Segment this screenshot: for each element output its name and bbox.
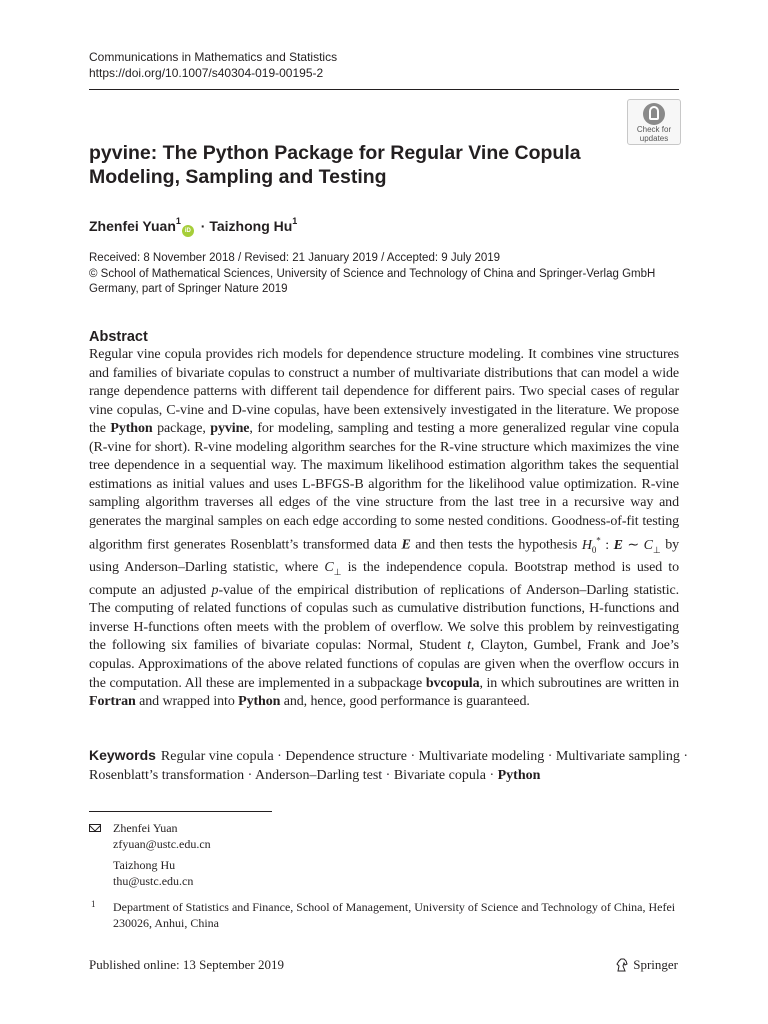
- copyright-line: © School of Mathematical Sciences, University of Science and Technology of China and Springer-Verlag GmbH: [89, 267, 656, 280]
- affiliation-text: Department of Statistics and Finance, School of Management, University of Science and Technology of China, Hefei 230026, Anhui, China: [113, 900, 676, 930]
- bold-term: Python: [110, 421, 153, 437]
- title-line2: Modeling, Sampling and Testing: [89, 166, 387, 188]
- contact-entry: [113, 821, 211, 852]
- author-list: [89, 211, 297, 237]
- math-symbol: p: [211, 582, 219, 598]
- journal-name: Communications in Mathematics and Statistics: [89, 50, 338, 64]
- bold-term: bvcopula: [425, 675, 480, 691]
- correspondence: [89, 821, 211, 895]
- check-updates-line2: updates: [639, 134, 669, 143]
- author-separator: ·: [196, 218, 210, 234]
- keywords-list: Regular vine copula · Dependence structure · Multivariate modeling · Multivariate sampling · Rosenblatt’s transformation · Anderson–Darling test · Bivariate copula ·: [89, 749, 689, 783]
- contact-email[interactable]: zfyuan@ustc.edu.cn: [113, 836, 211, 851]
- header-rule: [89, 89, 679, 90]
- keywords-label: Keywords: [89, 747, 156, 763]
- abstract-heading: Abstract: [89, 329, 148, 345]
- author-name[interactable]: Zhenfei Yuan: [89, 218, 176, 234]
- contact-email[interactable]: thu@ustc.edu.cn: [113, 873, 194, 888]
- math-hypothesis: $H_0^*$ : E ∼ $C_\perp$: [581, 535, 661, 555]
- paper-title: [89, 141, 609, 189]
- envelope-icon: [89, 824, 101, 832]
- affiliation-number: 1: [91, 899, 96, 909]
- contact-name: Taizhong Hu: [113, 858, 176, 872]
- affiliation-mark: 1: [292, 216, 298, 226]
- keywords: [89, 746, 689, 785]
- abstract-text: Regular vine copula provides rich models for dependence structure modeling. It combines vine structures and families of bivariate copulas to construct a number of multivariate distributions that can model a wide range dependence patterns with different tail dependence for different pairs. Two special cases of regular vine copulas, C-vine and D-vine copulas, have been extensively investigated in the literature. We propose the Python package, pyvine, for modeling, sampling and testing a more generalized regular vine copula (R-vine for short). R-vine modeling algorithm searches for the R-vine structure which maximizes the vine tree dependence in a sequential way. The maximum likelihood estimation algorithm takes the sequential estimations as initial values and uses L-BFGS-B algorithm for the likelihood value optimization. R-vine sampling algorithm traverses all edges of the vine structure from the last tree in a recursive way and generates the marginal samples on each edge according to some nested conditions. Goodness-of-fit testing algorithm first generates Rosenblatt’s transformed data E and then tests the hypothesis $H_0^*$ : E ∼ $C_\perp$ by using Anderson–Darling statistic, where $C_\perp$ is the independence copula. Bootstrap method is used to compute an adjusted p-value of the empirical distribution of replications of Anderson–Darling statistic. The computing of related functions of copulas such as cumulative distribution functions, H-functions and inverse H-functions often meets with the problem of overflow. We solve this problem by reinvestigating the following six families of bivariate copulas: Normal, Student t, Clayton, Gumbel, Frank and Joe’s copulas. Approximations of the above related functions of copulas are given when the overflow occurs in the computation. All these are implemented in a subpackage bvcopula, in which subroutines are written in Fortran and wrapped into Python and, hence, good performance is guaranteed.: [89, 347, 679, 710]
- affiliation-footnote: [89, 900, 679, 931]
- title-line1: pyvine: The Python Package for Regular Vine Copula: [89, 142, 581, 164]
- received-dates: Received: 8 November 2018 / Revised: 21 January 2019 / Accepted: 9 July 2019: [89, 252, 501, 264]
- contact-name: Zhenfei Yuan: [113, 821, 178, 835]
- article-history: [89, 251, 689, 298]
- journal-header: [89, 49, 337, 81]
- contact-entry: [113, 858, 211, 889]
- copyright-line: Germany, part of Springer Nature 2019: [89, 283, 288, 295]
- math-symbol: t: [467, 638, 471, 654]
- published-online: Published online: 13 September 2019: [89, 957, 284, 972]
- springer-logo: [615, 956, 678, 974]
- check-updates-line1: Check for: [636, 125, 672, 134]
- bold-term: Fortran: [89, 694, 136, 710]
- springer-horse-icon: [615, 958, 629, 972]
- affiliation-mark: 1: [175, 216, 181, 226]
- bold-term: pyvine: [210, 421, 250, 437]
- keyword-bold: Python: [497, 767, 541, 783]
- orcid-icon[interactable]: iD: [182, 225, 194, 237]
- bookmark-icon: [643, 103, 665, 125]
- bold-term: Python: [238, 694, 281, 710]
- author-name[interactable]: Taizhong Hu: [209, 218, 293, 234]
- math-symbol: $C_\perp$: [324, 560, 342, 578]
- footnote-rule: [89, 811, 272, 812]
- check-for-updates-badge[interactable]: [627, 99, 681, 145]
- publisher-name: Springer: [633, 957, 678, 972]
- doi-link[interactable]: https://doi.org/10.1007/s40304-019-00195-2: [89, 66, 324, 80]
- math-symbol: E: [401, 538, 411, 554]
